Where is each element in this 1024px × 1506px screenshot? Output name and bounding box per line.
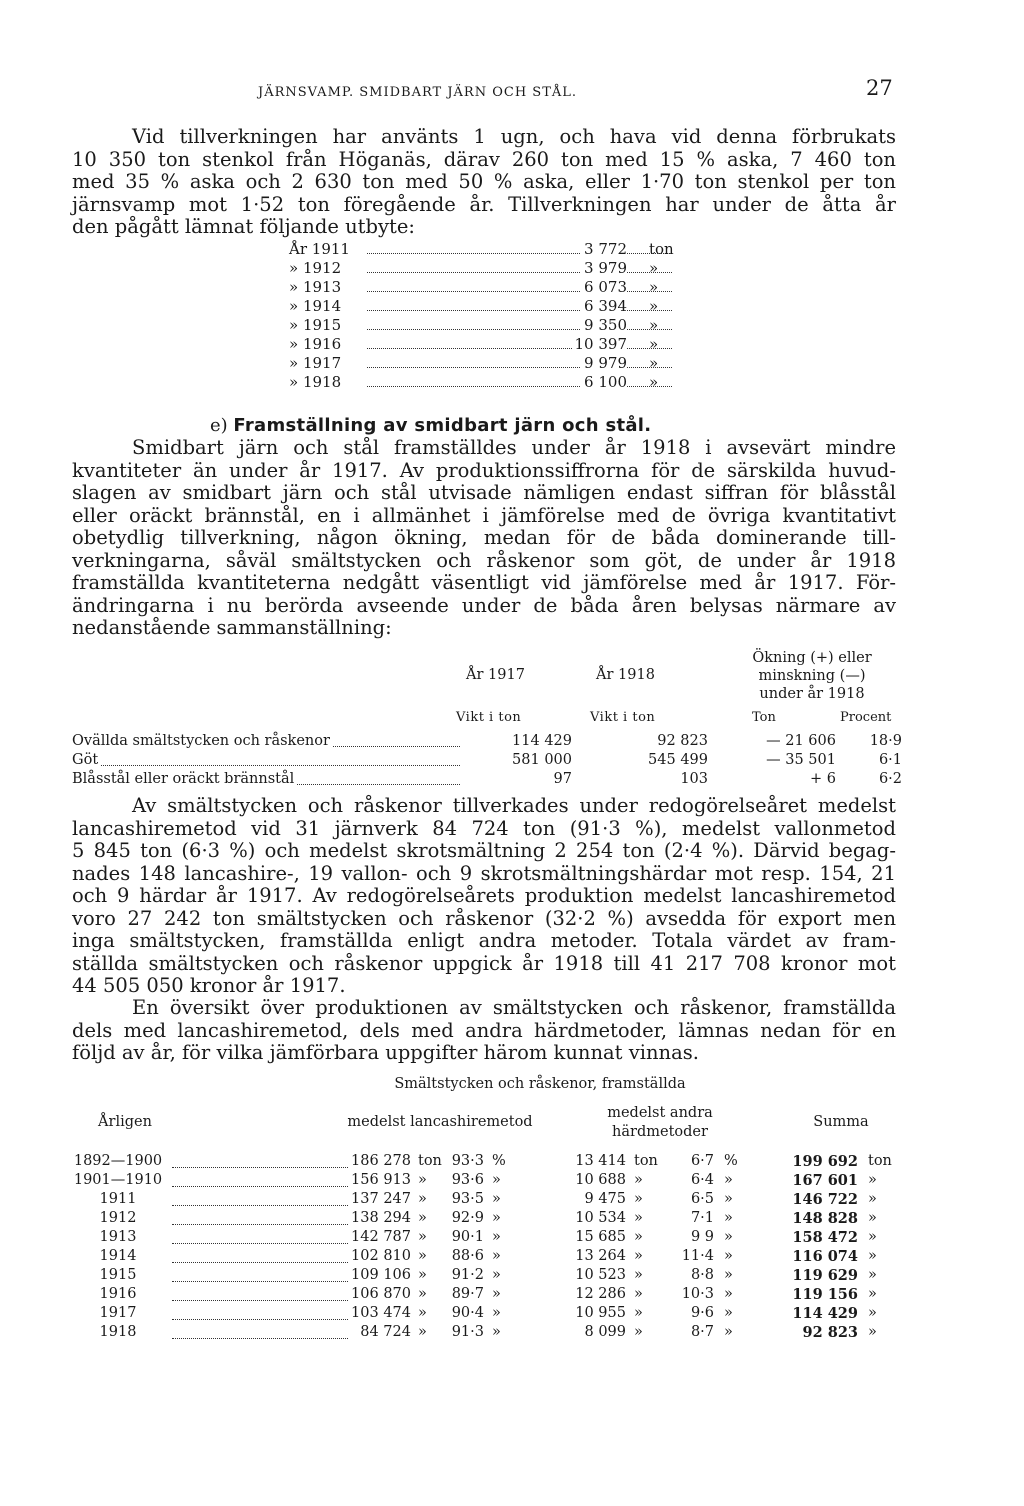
text-line: slagen av smidbart järn och stål utvisade nämligen endast siffran för blåsstål: [72, 481, 896, 504]
header-sum: Summa: [813, 1114, 869, 1130]
cell-lancashire-pct: 93·5: [451, 1191, 484, 1207]
cell-sum: 167 601: [792, 1172, 858, 1189]
list-value: 9 350: [581, 316, 627, 334]
header-change-line1: Ökning (+) eller: [752, 650, 872, 666]
cell-unit: »: [492, 1267, 501, 1283]
cell-unit: »: [418, 1267, 427, 1283]
text-line: och 9 härdar år 1917. Av redogörelseårets produktion medelst lancashiremetod: [72, 884, 896, 907]
cell-lancashire: 84 724: [348, 1324, 411, 1340]
cell-other-pct: 11·4: [681, 1248, 714, 1264]
unit-header: Vikt i ton: [590, 710, 656, 725]
cell-change-ton: + 6: [810, 771, 836, 787]
cell-unit: »: [724, 1305, 733, 1321]
cell-unit: »: [492, 1248, 501, 1264]
cell-unit: »: [634, 1286, 643, 1302]
table-row: [72, 733, 902, 752]
cell-unit: »: [634, 1248, 643, 1264]
text-line: ställda smältstycken och råskenor uppgick år 1918 till 41 217 708 kronor mot: [72, 951, 896, 975]
section-heading: [210, 415, 651, 436]
cell-unit: »: [492, 1172, 501, 1188]
list-item: [289, 316, 689, 335]
cell-sum: 114 429: [792, 1305, 858, 1322]
cell-other-pct: 9·6: [690, 1305, 714, 1321]
list-unit: »: [649, 297, 659, 315]
cell-other-pct: 10·3: [681, 1286, 714, 1302]
row-year: 1913: [99, 1229, 137, 1245]
list-unit: »: [649, 259, 659, 277]
row-year: 1915: [99, 1267, 137, 1283]
header-year-1918: År 1918: [596, 667, 655, 683]
cell-unit: »: [418, 1210, 427, 1226]
running-header: JÄRNSVAMP. SMIDBART JÄRN OCH STÅL.: [258, 85, 578, 100]
list-item: [289, 354, 689, 373]
list-value: 6 394: [581, 297, 627, 315]
cell-unit: »: [634, 1191, 643, 1207]
cell-1917: 114 429: [468, 733, 572, 749]
table-row: [68, 1267, 898, 1287]
text-line: kvantiteter än under år 1917. Av produktionssiffrorna för de särskilda huvud-: [72, 458, 896, 482]
list-year: » 1918: [289, 373, 342, 391]
list-item: [289, 240, 689, 259]
row-year: 1911: [99, 1191, 137, 1207]
text-line: obetydlig tillverkning, någon ökning, medan för de båda dominerande till-: [72, 526, 896, 549]
cell-lancashire-pct: 89·7: [451, 1286, 484, 1302]
cell-lancashire-pct: 90·4: [451, 1305, 484, 1321]
cell-1918: 545 499: [648, 752, 708, 768]
text-line: framställda kvantiteterna nedgått väsentligt vid jämförelse med år 1917. För-: [72, 571, 896, 594]
cell-other: 13 264: [575, 1248, 626, 1264]
cell-unit: »: [868, 1172, 877, 1188]
cell-sum: 116 074: [792, 1248, 858, 1265]
unit-header: Vikt i ton: [456, 710, 522, 725]
cell-unit: »: [418, 1324, 427, 1340]
text-line: följd av år, för vilka jämförbara uppgifter härom kunnat vinnas.: [72, 1041, 699, 1064]
text-line: eller oräckt brännstål, en i allmänhet i jämförelse med de övriga kvantitativt: [72, 503, 896, 527]
paragraph-oversikt: [72, 997, 896, 1065]
cell-lancashire-pct: 92·9: [451, 1210, 484, 1226]
cell-other: 10 955: [575, 1305, 626, 1321]
cell-unit: »: [724, 1286, 733, 1302]
cell-other: 13 414: [575, 1153, 626, 1169]
cell-1918: 103: [680, 771, 708, 787]
cell-1918: 92 823: [657, 733, 708, 749]
text-line: voro 27 242 ton smältstycken och råskenor (32·2 %) avsedda för export men: [72, 906, 896, 930]
text-line: Smidbart järn och stål framställdes under år 1918 i avsevärt mindre: [132, 436, 896, 459]
text-line: nedanstående sammanställning:: [72, 616, 392, 639]
cell-unit: »: [492, 1286, 501, 1302]
row-year: 1912: [99, 1210, 137, 1226]
cell-sum: 119 629: [792, 1267, 858, 1284]
list-value: 3 979: [581, 259, 627, 277]
cell-unit: ton: [868, 1153, 892, 1169]
cell-other-pct: 7·1: [690, 1210, 714, 1226]
table-row: [68, 1153, 898, 1173]
cell-unit: »: [724, 1172, 733, 1188]
list-year: » 1912: [289, 259, 342, 277]
text-line: inga smältstycken, framställda enligt andra metoder. Totala värdet av fram-: [72, 929, 896, 952]
unit-header: Ton: [752, 710, 776, 725]
cell-other-pct: 6·7: [690, 1153, 714, 1169]
cell-unit: »: [724, 1248, 733, 1264]
cell-unit: »: [492, 1305, 501, 1321]
header-year: Årligen: [98, 1114, 152, 1130]
cell-lancashire-pct: 88·6: [451, 1248, 484, 1264]
list-unit: ton: [649, 240, 674, 258]
row-year: 1918: [99, 1324, 137, 1340]
header-lancashire: medelst lancashiremetod: [347, 1114, 533, 1130]
cell-other: 10 523: [575, 1267, 626, 1283]
cell-lancashire-pct: 93·6: [451, 1172, 484, 1188]
list-unit: »: [649, 278, 659, 296]
cell-1917: 581 000: [468, 752, 572, 768]
list-value: 9 979: [581, 354, 627, 372]
row-label: Göt: [72, 752, 101, 768]
text-line: Vid tillverkningen har använts 1 ugn, och hava vid denna förbrukats: [132, 125, 896, 148]
text-line: den pågått lämnat följande utbyte:: [72, 215, 415, 238]
list-value: 3 772: [581, 240, 627, 258]
list-unit: »: [649, 335, 659, 353]
cell-lancashire: 103 474: [348, 1305, 411, 1321]
cell-unit: »: [634, 1210, 643, 1226]
header-year-1917: År 1917: [466, 667, 525, 683]
cell-change-pct: 6·1: [878, 752, 902, 768]
table-row: [72, 752, 902, 771]
cell-other: 10 688: [575, 1172, 626, 1188]
cell-lancashire: 142 787: [348, 1229, 411, 1245]
table-row: [68, 1210, 898, 1230]
cell-unit: »: [492, 1324, 501, 1340]
cell-unit: »: [634, 1267, 643, 1283]
cell-sum: 158 472: [792, 1229, 858, 1246]
text-line: järnsvamp mot 1·52 ton föregående år. Tillverkningen har under de åtta år: [72, 192, 896, 216]
header-other-line2: härdmetoder: [612, 1124, 708, 1140]
cell-unit: %: [492, 1153, 506, 1169]
text-line: nades 148 lancashire-, 19 vallon- och 9 skrotsmältningshärdar mot resp. 154, 21: [72, 861, 896, 885]
cell-lancashire-pct: 90·1: [451, 1229, 484, 1245]
paragraph-ugn-forbrukning: [72, 126, 896, 239]
table-row: [68, 1172, 898, 1192]
cell-unit: »: [868, 1229, 877, 1245]
cell-unit: »: [418, 1305, 427, 1321]
table-row: [68, 1248, 898, 1268]
section-prefix: e): [210, 415, 228, 436]
cell-other-pct: 6·4: [690, 1172, 714, 1188]
table-row: [72, 771, 902, 790]
list-item: [289, 373, 689, 392]
cell-sum: 199 692: [792, 1153, 858, 1170]
cell-sum: 148 828: [792, 1210, 858, 1227]
list-year: » 1913: [289, 278, 342, 296]
cell-unit: »: [724, 1324, 733, 1340]
cell-unit: ton: [634, 1153, 658, 1169]
cell-lancashire-pct: 93·3: [451, 1153, 484, 1169]
list-unit: »: [649, 316, 659, 334]
cell-lancashire: 156 913: [348, 1172, 411, 1188]
list-value: 6 100: [581, 373, 627, 391]
cell-unit: ton: [418, 1153, 442, 1169]
cell-change-pct: 6·2: [878, 771, 902, 787]
cell-1917: 97: [468, 771, 572, 787]
cell-unit: »: [492, 1191, 501, 1207]
cell-other: 10 534: [575, 1210, 626, 1226]
header-change-line2: minskning (—): [758, 668, 866, 684]
cell-unit: »: [492, 1210, 501, 1226]
list-value: 10 397: [572, 335, 628, 353]
cell-change-ton: — 35 501: [766, 752, 836, 768]
cell-unit: »: [724, 1210, 733, 1226]
cell-sum: 119 156: [792, 1286, 858, 1303]
list-year: » 1916: [289, 335, 342, 353]
cell-lancashire: 138 294: [348, 1210, 411, 1226]
cell-lancashire-pct: 91·2: [451, 1267, 484, 1283]
cell-lancashire: 102 810: [348, 1248, 411, 1264]
unit-header: Procent: [840, 710, 892, 725]
text-line: dels med lancashiremetod, dels med andra härdmetoder, lämnas nedan för en: [72, 1018, 896, 1042]
text-line: 5 845 ton (6·3 %) och medelst skrotsmältning 2 254 ton (2·4 %). Därvid begag-: [72, 839, 896, 862]
paragraph-framstallning: [72, 437, 896, 640]
cell-other: 15 685: [575, 1229, 626, 1245]
cell-unit: »: [418, 1248, 427, 1264]
row-year: 1917: [99, 1305, 137, 1321]
cell-lancashire: 137 247: [348, 1191, 411, 1207]
cell-unit: »: [418, 1229, 427, 1245]
cell-unit: »: [418, 1172, 427, 1188]
cell-unit: »: [724, 1191, 733, 1207]
table-row: [68, 1229, 898, 1249]
cell-unit: »: [868, 1305, 877, 1321]
cell-unit: »: [868, 1267, 877, 1283]
cell-sum: 92 823: [802, 1324, 858, 1341]
list-unit: »: [649, 373, 659, 391]
cell-unit: »: [418, 1191, 427, 1207]
list-item: [289, 259, 689, 278]
cell-unit: »: [868, 1248, 877, 1264]
text-line: med 35 % aska och 2 630 ton med 50 % aska, eller 1·70 ton stenkol per ton: [72, 170, 896, 193]
table-row: [68, 1324, 898, 1344]
cell-other: 9 475: [584, 1191, 626, 1207]
cell-unit: »: [724, 1229, 733, 1245]
row-year: 1914: [99, 1248, 137, 1264]
cell-change-pct: 18·9: [869, 733, 902, 749]
cell-unit: »: [724, 1267, 733, 1283]
text-line: 44 505 050 kronor år 1917.: [72, 974, 346, 997]
text-line: ändringarna i nu berörda avseende under de båda åren belysas närmare av: [72, 593, 896, 617]
header-change-line3: under år 1918: [759, 686, 865, 702]
row-label: Blåsstål eller oräckt brännstål: [72, 771, 297, 787]
list-value: 6 073: [581, 278, 627, 296]
cell-unit: %: [724, 1153, 738, 1169]
cell-unit: »: [418, 1286, 427, 1302]
row-year: 1901—1910: [73, 1172, 163, 1188]
cell-lancashire: 106 870: [348, 1286, 411, 1302]
list-year: År 1911: [289, 240, 350, 258]
cell-unit: »: [492, 1229, 501, 1245]
cell-other-pct: 8·8: [690, 1267, 714, 1283]
cell-unit: »: [634, 1229, 643, 1245]
list-year: » 1915: [289, 316, 342, 334]
list-item: [289, 278, 689, 297]
cell-unit: »: [868, 1210, 877, 1226]
text-line: verkningarna, såväl smältstycken och råskenor som göt, de under år 1918: [72, 548, 896, 572]
cell-unit: »: [634, 1172, 643, 1188]
table-row: [68, 1286, 898, 1306]
row-label: Ovällda smältstycken och råskenor: [72, 733, 333, 749]
section-title: Framställning av smidbart järn och stål.: [233, 415, 652, 436]
table-row: [68, 1191, 898, 1211]
cell-unit: »: [868, 1286, 877, 1302]
cell-other: 12 286: [575, 1286, 626, 1302]
text-line: 10 350 ton stenkol från Höganäs, därav 260 ton med 15 % aska, 7 460 ton: [72, 147, 896, 171]
text-line: Av smältstycken och råskenor tillverkades under redogörelseåret medelst: [132, 794, 896, 817]
table-row: [68, 1305, 898, 1325]
list-item: [289, 335, 689, 354]
text-line: En översikt över produktionen av smältstycken och råskenor, framställda: [132, 996, 896, 1019]
cell-change-ton: — 21 606: [766, 733, 836, 749]
text-line: lancashiremetod vid 31 järnverk 84 724 ton (91·3 %), medelst vallonmetod: [72, 816, 896, 840]
cell-other: 8 099: [584, 1324, 626, 1340]
header-other-line1: medelst andra: [607, 1105, 713, 1121]
cell-other-pct: 8·7: [690, 1324, 714, 1340]
page-number: 27: [866, 76, 893, 100]
list-item: [289, 297, 689, 316]
cell-lancashire: 186 278: [348, 1153, 411, 1169]
cell-unit: »: [868, 1324, 877, 1340]
list-year: » 1914: [289, 297, 342, 315]
table-caption: Smältstycken och råskenor, framställda: [394, 1076, 686, 1092]
paragraph-smaltstycken: [72, 795, 896, 998]
list-year: » 1917: [289, 354, 342, 372]
cell-sum: 146 722: [792, 1191, 858, 1208]
row-year: 1892—1900: [73, 1153, 163, 1169]
cell-other-pct: 6·5: [690, 1191, 714, 1207]
cell-lancashire-pct: 91·3: [451, 1324, 484, 1340]
list-unit: »: [649, 354, 659, 372]
cell-unit: »: [868, 1191, 877, 1207]
cell-unit: »: [634, 1324, 643, 1340]
cell-other-pct: 9 9: [690, 1229, 714, 1245]
cell-unit: »: [634, 1305, 643, 1321]
row-year: 1916: [99, 1286, 137, 1302]
cell-lancashire: 109 106: [348, 1267, 411, 1283]
